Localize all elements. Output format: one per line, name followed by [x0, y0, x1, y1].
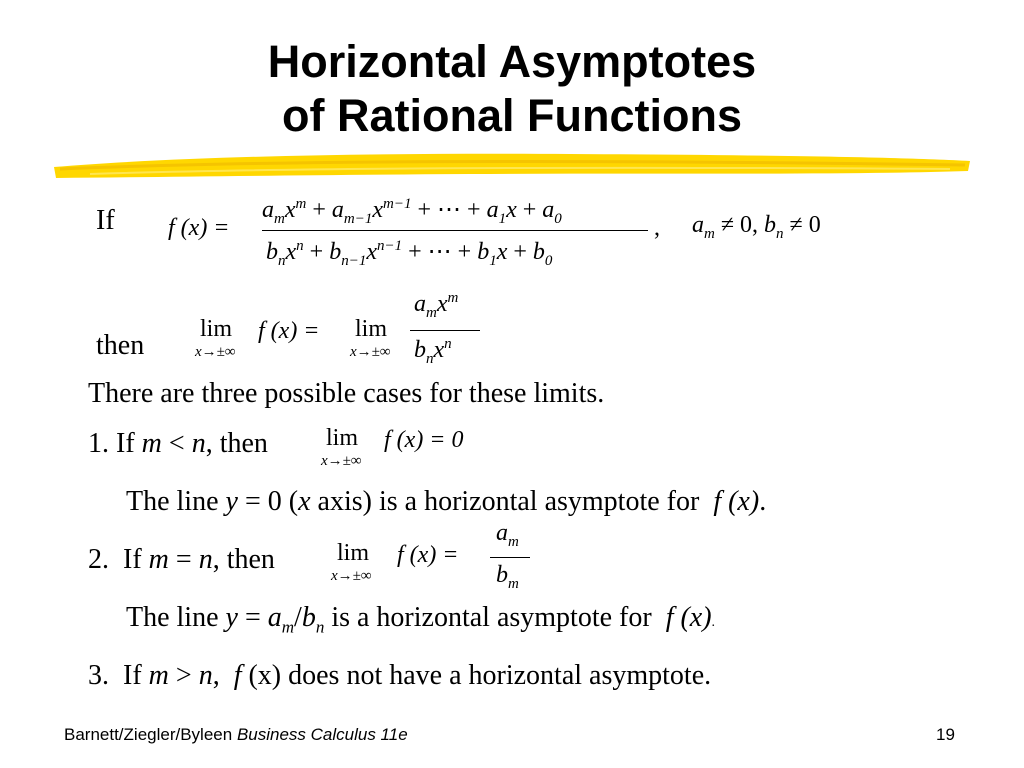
rational-denominator: $b_nx^n + b_{n-1}x^{n-1}$ + ⋯ + $b_1x + b_0$ [266, 238, 553, 269]
case2-lim-subscript: x→±∞ [331, 568, 372, 584]
highlight-brush-stroke [50, 147, 975, 183]
slide-title-line2: of Rational Functions [282, 90, 742, 141]
case2-condition: 2. If m = n, then [88, 544, 275, 575]
fraction-bar [262, 230, 648, 231]
case2-fraction-bar [490, 557, 530, 558]
case1-condition: 1. If m < n, then [88, 428, 268, 459]
limit-operator-right: lim [355, 316, 388, 342]
case1-description: The line y = 0 (x axis) is a horizontal asymptote for f (x). [126, 486, 767, 517]
slide-title-line1: Horizontal Asymptotes [267, 36, 757, 87]
case2-f-of-x-equals: f (x) = [397, 542, 459, 568]
case1-lim: lim [326, 425, 359, 451]
if-label: If [96, 205, 115, 236]
nonzero-condition: $a_m \ne 0$, $b_n \ne 0$ [692, 212, 821, 242]
f-of-x-equals: f (x) = [258, 318, 320, 344]
cases-intro: There are three possible cases for these limits. [88, 378, 605, 409]
case1-lim-subscript: x→±∞ [321, 453, 362, 469]
leading-ratio-bar [410, 330, 480, 331]
leading-ratio-denominator: $b_nx^n$ [414, 336, 452, 367]
case2-fraction-denominator: $b_m$ [496, 562, 519, 592]
comma: , [654, 215, 660, 241]
case2-lim: lim [337, 540, 370, 566]
footer-citation: Barnett/Ziegler/Byleen Business Calculus 11e [64, 725, 408, 744]
limit-subscript-right: x→±∞ [350, 344, 391, 360]
case1-result: f (x) = 0 [384, 427, 464, 453]
then-label: then [96, 330, 145, 361]
case2-fraction-numerator: $a_m$ [496, 520, 519, 550]
leading-ratio-numerator: $a_mx^m$ [414, 290, 459, 321]
case3-statement: 3. If m > n, f (x) does not have a horizontal asymptote. [88, 660, 712, 691]
limit-operator-left: lim [200, 316, 233, 342]
case2-description: The line $y = a_m/b_n$ is a horizontal asymptote for f (x). [126, 602, 716, 637]
page-number: 19 [936, 725, 955, 744]
limit-subscript-left: x→±∞ [195, 344, 236, 360]
f-of-x-definition: f (x) = [168, 215, 230, 241]
rational-numerator: $a_mx^m + a_{m-1}x^{m-1}$ + ⋯ + $a_1x + a_0$ [262, 196, 562, 227]
